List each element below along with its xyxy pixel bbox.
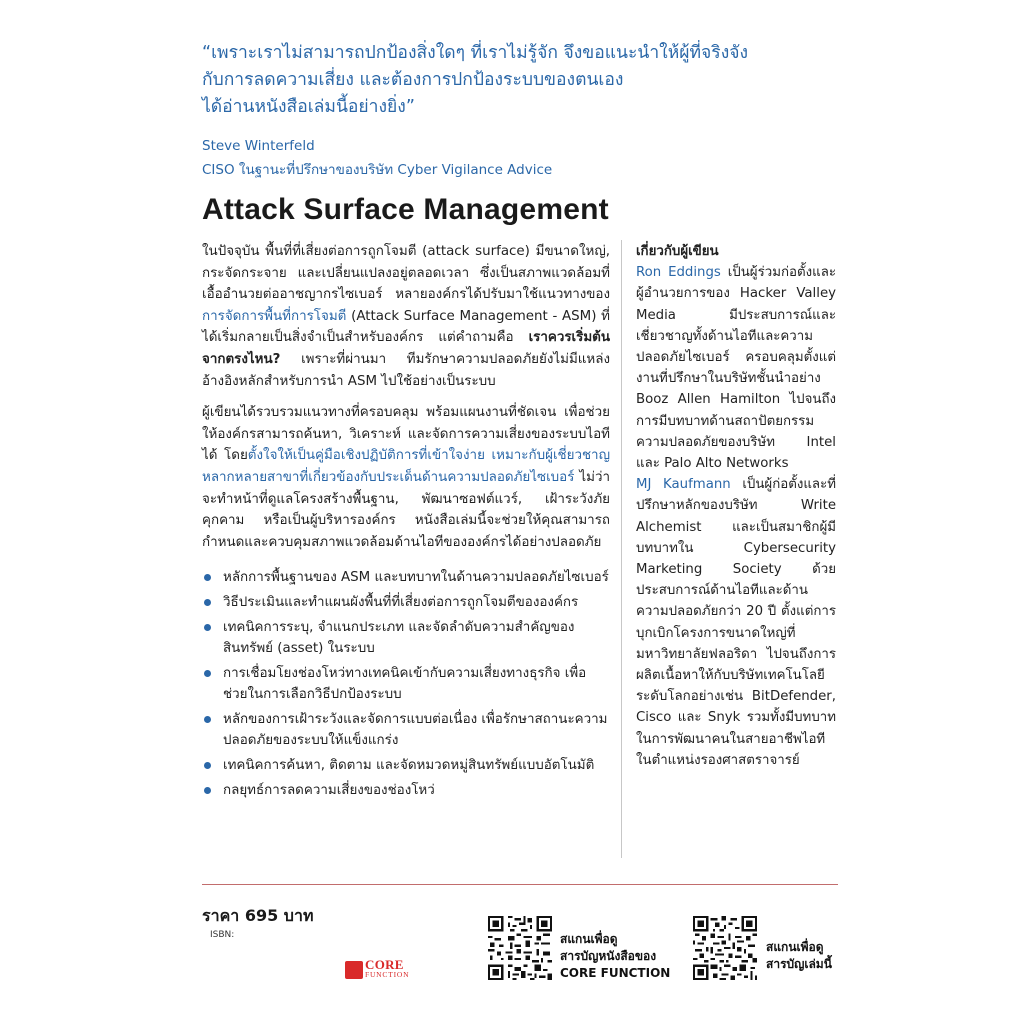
bullet-icon xyxy=(204,574,211,581)
intro-text: (Attack Surface Management - ASM) ที่ได้เริ่มกลายเป็นสิ่งจำเป็นสำหรับองค์กร แต่คำถามคือ xyxy=(202,308,610,346)
bullet-icon xyxy=(204,599,211,606)
about-authors-column xyxy=(636,241,836,771)
quote-line: กับการลดความเสี่ยง และต้องการปกป้องระบบของตนเอง xyxy=(202,70,624,90)
list-item xyxy=(202,780,610,802)
list-item xyxy=(202,663,610,706)
list-item-text: เทคนิคการระบุ, จำแนกประเภท และจัดลำดับความสำคัญของสินทรัพย์ (asset) ในระบบ xyxy=(223,619,575,657)
quote-author: Steve Winterfeld xyxy=(202,138,315,154)
qr-caption xyxy=(766,939,832,973)
author-bio-text: เป็นผู้ก่อตั้งและที่ปรึกษาหลักของบริษัท Write Alchemist และเป็นสมาชิกผู้มีบทบาทใน Cybersecurity Marketing Society ด้วยประสบการณ์ด้านไอทีและด้านความปลอดภัยกว่า 20 ปี ตั้งแต่การบุกเบิกโครงการขนาดใหญ่ที่มหาวิทยาลัยฟลอริดา ไปจนถึงการผลิตเนื้อหาให้กับบริษัทเทคโนโลยีระดับโลกอย่างเช่น BitDefender, Cisco และ Snyk รวมทั้งมีบทบาทในการพัฒนาคนในสายอาชีพไอทีในตำแหน่งรองศาสตราจารย์ xyxy=(636,477,836,768)
list-item xyxy=(202,755,610,777)
quote-attribution xyxy=(202,134,842,182)
quote-line: ได้อ่านหนังสือเล่มนี้อย่างยิ่ง” xyxy=(202,97,415,117)
author-bio xyxy=(636,262,836,474)
footer-divider xyxy=(202,884,838,885)
author-name: Ron Eddings xyxy=(636,265,721,281)
intro-paragraph xyxy=(202,241,610,392)
bullet-icon xyxy=(204,624,211,631)
qr-caption xyxy=(560,931,670,982)
feature-list xyxy=(202,567,610,801)
qr-caption-line: สแกนเพื่อดู xyxy=(766,940,824,954)
logo-mark-icon xyxy=(345,961,363,979)
price-label: ราคา 695 บาท xyxy=(202,906,314,925)
about-heading: เกี่ยวกับผู้เขียน xyxy=(636,244,719,259)
body-text: ผู้เขียนได้รวบรวมแนวทางที่ครอบคลุม พร้อมแผนงานที่ชัดเจน เพื่อช่วยให้องค์กรสามารถค้นหา, วิเคราะห์ และจัดการความเสี่ยงของระบบไอทีได้ โดย xyxy=(202,405,610,464)
isbn-label: ISBN: xyxy=(210,930,235,940)
list-item xyxy=(202,592,610,614)
qr-caption-line: CORE FUNCTION xyxy=(560,966,671,980)
qr-code-icon xyxy=(488,916,552,980)
bullet-icon xyxy=(204,716,211,723)
description-column xyxy=(202,241,610,804)
list-item-text: หลักการพื้นฐานของ ASM และบทบาทในด้านความปลอดภัยไซเบอร์ xyxy=(223,570,609,586)
logo-line: CORE xyxy=(365,957,404,972)
column-divider xyxy=(621,240,622,858)
bullet-icon xyxy=(204,670,211,677)
quote-author-role: CISO ในฐานะที่ปรึกษาของบริษัท Cyber Vigilance Advice xyxy=(202,162,553,178)
bullet-icon xyxy=(204,787,211,794)
author-bio-text: เป็นผู้ร่วมก่อตั้งและผู้อำนวยการของ Hacker Valley Media มีประสบการณ์และเชี่ยวชาญทั้งด้านไอทีและความปลอดภัยไซเบอร์ ครอบคลุมตั้งแต่งานที่ปรึกษาในบริษัทชั้นนำอย่าง Booz Allen Hamilton ไปจนถึงการมีบทบาทด้านสถาปัตยกรรมความปลอดภัยของบริษัท Intel และ Palo Alto Networks xyxy=(636,265,836,472)
list-item xyxy=(202,567,610,589)
author-bio xyxy=(636,474,836,771)
list-item-text: หลักของการเฝ้าระวังและจัดการแบบต่อเนื่อง เพื่อรักษาสถานะความปลอดภัยของระบบให้แข็งแกร่ง xyxy=(223,711,608,749)
logo-line: FUNCTION xyxy=(365,970,410,979)
list-item-text: การเชื่อมโยงช่องโหว่ทางเทคนิคเข้ากับความเสี่ยงทางธุรกิจ เพื่อช่วยในการเลือกวิธีปกป้องระบบ xyxy=(223,665,587,703)
qr-caption-line: สารบัญหนังสือของ xyxy=(560,949,657,963)
body-text: ไม่ว่าจะทำหน้าที่ดูแลโครงสร้างพื้นฐาน, พัฒนาซอฟต์แวร์, เฝ้าระวังภัยคุกคาม หรือเป็นผู้บริหารองค์กร หนังสือเล่มนี้จะช่วยให้คุณสามารถกำหนดและควบคุมสภาพแวดล้อมด้านไอทีขององค์กรได้อย่างปลอดภัย xyxy=(202,469,610,550)
list-item-text: เทคนิคการค้นหา, ติดตาม และจัดหมวดหมู่สินทรัพย์แบบอัตโนมัติ xyxy=(223,758,595,774)
qr-caption-line: สแกนเพื่อดู xyxy=(560,932,618,946)
qr-caption-line: สารบัญเล่มนี้ xyxy=(766,957,832,971)
intro-question: เราควรเริ่มต้นจากตรงไหน? xyxy=(202,330,610,367)
intro-text: ในปัจจุบัน พื้นที่ที่เสี่ยงต่อการถูกโจมตี (attack surface) มีขนาดใหญ่, กระจัดกระจาย และเปลี่ยนแปลงอยู่ตลอดเวลา ซึ่งเป็นสภาพแวดล้อมที่เอื้ออำนวยต่ออาชญากรไซเบอร์ หลายองค์กรได้ปรับมาใช้แนวทางของ xyxy=(202,244,610,303)
body-highlight: ตั้งใจให้เป็นคู่มือเชิงปฏิบัติการที่เข้าใจง่าย เหมาะกับผู้เชี่ยวชาญหลากหลายสาขาที่เกี่ยวข้องกับประเด็นด้านความปลอดภัยไซเบอร์ xyxy=(202,448,610,485)
intro-highlight: การจัดการพื้นที่การโจมตี xyxy=(202,308,347,324)
publisher-logo xyxy=(345,958,409,982)
pull-quote xyxy=(202,40,842,121)
list-item xyxy=(202,617,610,660)
qr-code-icon xyxy=(693,916,757,980)
logo-wordmark xyxy=(365,957,410,980)
list-item xyxy=(202,709,610,752)
quote-line: “เพราะเราไม่สามารถปกป้องสิ่งใดๆ ที่เราไม่รู้จัก จึงขอแนะนำให้ผู้ที่จริงจัง xyxy=(202,43,749,63)
book-title: Attack Surface Management xyxy=(202,193,609,226)
list-item-text: กลยุทธ์การลดความเสี่ยงของช่องโหว่ xyxy=(223,782,435,798)
body-paragraph xyxy=(202,402,610,553)
bullet-icon xyxy=(204,762,211,769)
list-item-text: วิธีประเมินและทำแผนผังพื้นที่ที่เสี่ยงต่อการถูกโจมตีขององค์กร xyxy=(223,594,579,610)
intro-text: เพราะที่ผ่านมา ทีมรักษาความปลอดภัยยังไม่มีแหล่งอ้างอิงหลักสำหรับการนำ ASM ไปใช้อย่างเป็นระบบ xyxy=(202,351,610,389)
author-name: MJ Kaufmann xyxy=(636,477,731,493)
